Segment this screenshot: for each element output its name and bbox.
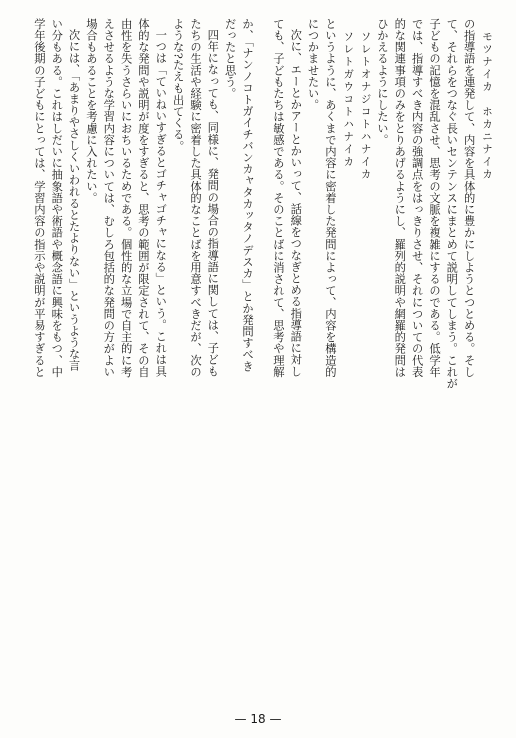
- text-line: ような?たえも出てくる。: [171, 18, 185, 152]
- text-line: ソレトガウコトハナイカ: [342, 30, 355, 169]
- text-line: の指導語を連発して、内容を具体的に豊かにしようとつとめる。そし: [462, 18, 476, 378]
- text-line: い分もある。これはしだいに抽象語や術語や概念語に興味をもつ、中: [50, 18, 64, 378]
- left-text-column: [30, 18, 256, 696]
- text-line: ひかえるようにしたい。: [375, 18, 389, 146]
- text-line: 一つは「ていねいすぎるとゴチャゴチャになる」という。これは具: [154, 29, 168, 378]
- page-number: — 18 —: [234, 712, 282, 726]
- text-line: たちの生活や経験に密着した具体的なことばを用意すべきだが、次の: [188, 18, 202, 378]
- text-line: えさせるような学習内容については、むしろ包括的な発問の方がよい: [102, 18, 116, 378]
- right-text-column: [268, 18, 495, 696]
- text-line: 体的な発問や説明が度をすぎると、思考の範囲が限定されて、その自: [136, 18, 150, 378]
- text-line: 由性を失うさらいにおちいるためである。個性的な立場で自主的に考: [119, 18, 133, 378]
- text-line: 次には、「あまりやさしくいわれるとたよりない」というような言: [67, 29, 81, 372]
- text-line: だったと思う。: [223, 18, 237, 100]
- text-line: て、それらをつなぐ長いセンテンスにまとめて説明してしまう。これが: [445, 18, 459, 390]
- text-line: モツナイカ ホカニナイカ: [481, 30, 493, 181]
- text-line: 場合もあることを考慮に入れたい。: [84, 18, 98, 204]
- text-line: ても、子どもたちは敏感である。そのことばに消されて、思考や理解: [271, 18, 285, 378]
- text-line: [30, 18, 31, 696]
- text-line: 子どもの記憶を混乱させ、思考の文脈を複雑にするのである。低学年: [427, 18, 441, 378]
- text-line: 学年後期の子どもにとっては、学習内容の指示や説明が平易すぎると: [32, 18, 46, 378]
- text-line: か、「ナンノコトガイチバンカャタカッタノデスカ」とか発問すべき: [241, 18, 254, 372]
- text-line: というように、あくまで内容に密着した発問によって、内容を構造的: [323, 18, 337, 378]
- text-line: 的な関連事項のみをとりあげるようにし、羅列的説明や網羅的発問は: [393, 18, 407, 378]
- text-line: につかませたい。: [306, 18, 320, 111]
- text-line: ソレトオナジコトハナイカ: [359, 30, 372, 181]
- text-line: 次に、エーとかアーとかいって、話線をつなぎとめる指導語に対し: [289, 29, 303, 378]
- text-line: では、指導すべき内容の強調点をはっきりさせ、それについての代表: [410, 18, 424, 378]
- text-line: 四年になっても、同様に、発問の場合の指導語に関しては、子ども: [206, 29, 220, 378]
